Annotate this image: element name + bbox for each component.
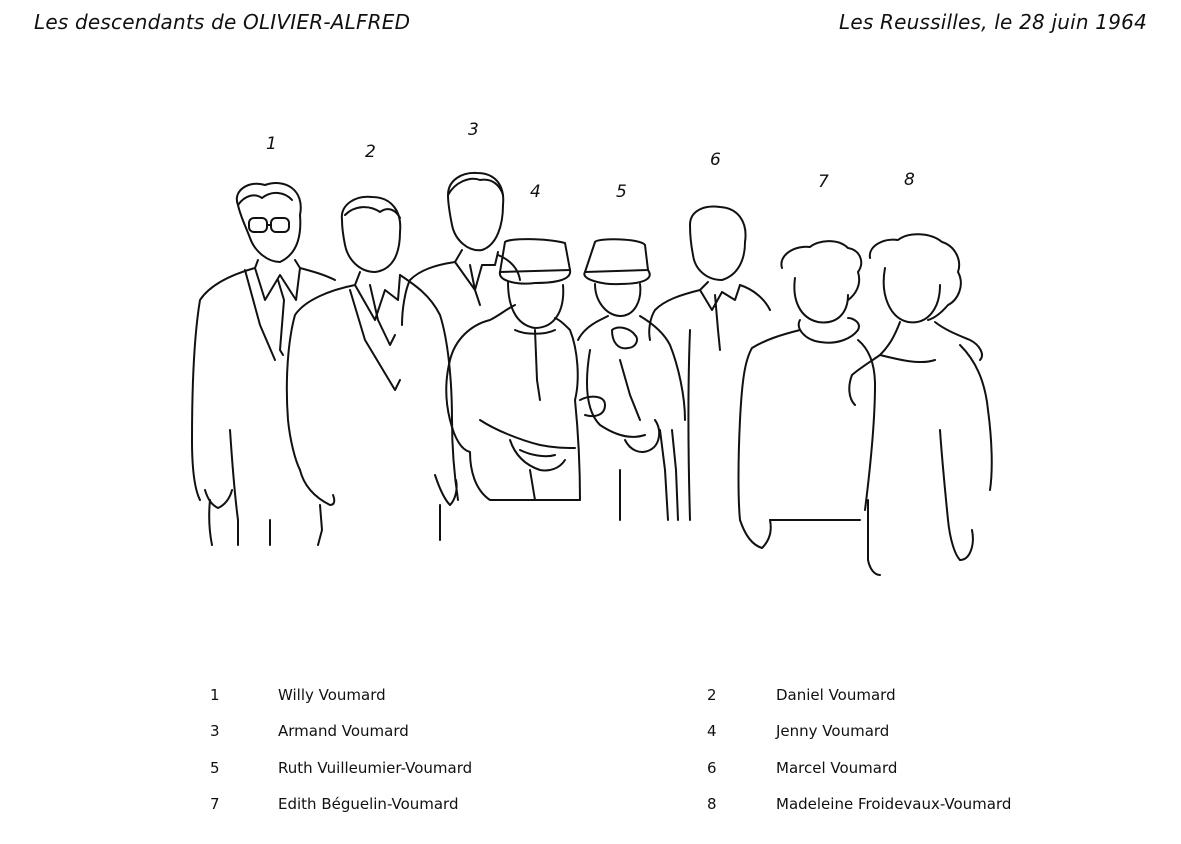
legend-row-2	[0, 722, 1181, 742]
place-date: Les Reussilles, le 28 juin 1964	[839, 10, 1147, 34]
figure-8	[849, 234, 991, 575]
legend-number: 7	[210, 795, 220, 813]
figure-number-3: 3	[468, 120, 479, 140]
legend-number: 8	[707, 795, 717, 813]
legend-name: Marcel Voumard	[776, 759, 898, 777]
legend-row-1	[0, 686, 1181, 706]
legend-name: Jenny Voumard	[776, 722, 890, 740]
legend-name: Ruth Vuilleumier-Voumard	[278, 759, 473, 777]
figure-5	[578, 239, 685, 520]
legend-name: Edith Béguelin-Voumard	[278, 795, 459, 813]
legend-row-3	[0, 759, 1181, 779]
legend-name: Madeleine Froidevaux-Voumard	[776, 795, 1012, 813]
legend-number: 6	[707, 759, 717, 777]
legend-name: Willy Voumard	[278, 686, 386, 704]
legend-row-4	[0, 795, 1181, 815]
figure-number-2: 2	[365, 142, 376, 162]
figure-number-7: 7	[818, 172, 829, 192]
figure-number-1: 1	[266, 134, 277, 154]
legend-number: 2	[707, 686, 717, 704]
figure-number-5: 5	[616, 182, 627, 202]
legend-number: 4	[707, 722, 717, 740]
figure-1	[192, 183, 335, 545]
figure-3	[402, 173, 520, 325]
figure-number-8: 8	[904, 170, 915, 190]
figure-number-6: 6	[710, 150, 721, 170]
legend-name: Daniel Voumard	[776, 686, 896, 704]
title: Les descendants de OLIVIER-ALFRED	[34, 10, 411, 34]
legend-number: 5	[210, 759, 220, 777]
legend-name: Armand Voumard	[278, 722, 409, 740]
figure-6	[649, 207, 770, 520]
figure-2	[287, 197, 458, 545]
legend-number: 1	[210, 686, 220, 704]
legend-number: 3	[210, 722, 220, 740]
figure-7	[739, 241, 876, 548]
figure-number-4: 4	[530, 182, 541, 202]
